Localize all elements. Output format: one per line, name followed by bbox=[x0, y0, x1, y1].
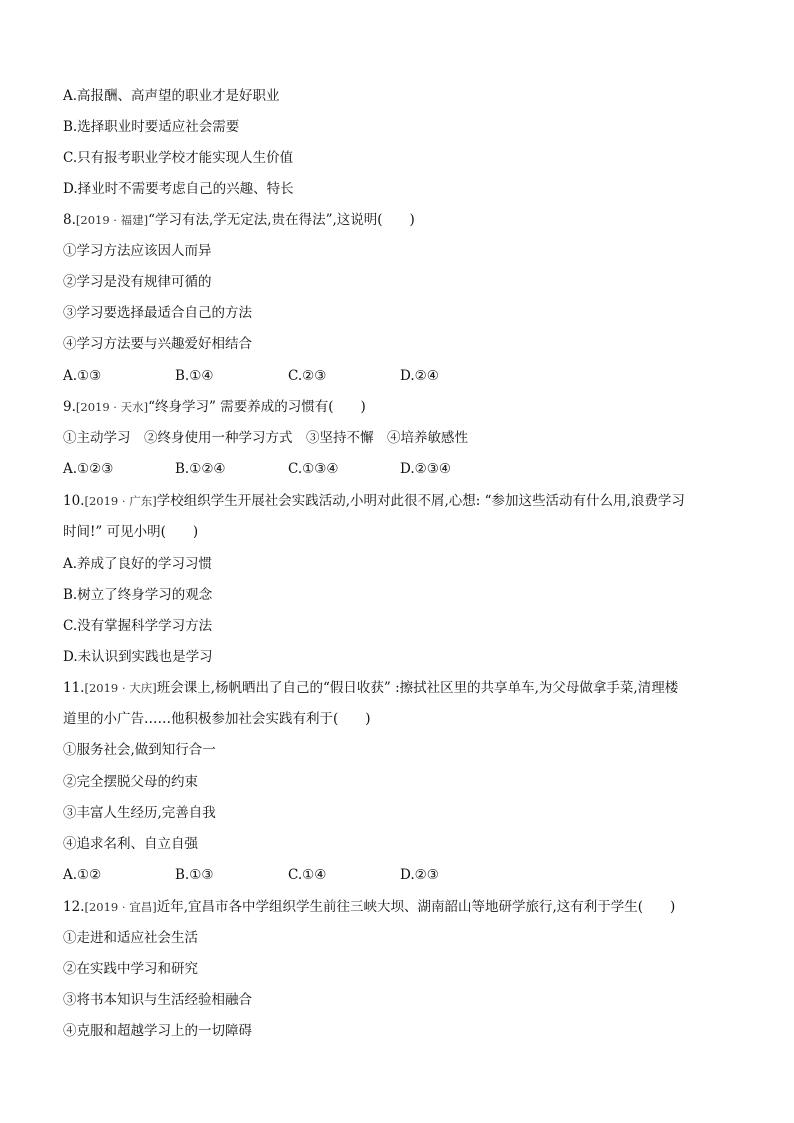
q10-option-c: C.没有掌握科学学习方法 bbox=[63, 618, 213, 634]
q10-stem-line-2: 时间!” 可见小明( ) bbox=[63, 524, 199, 540]
q11-choice-d: D.②③ bbox=[400, 867, 439, 883]
q11-stem-line-2: 道里的小广告……他积极参加社会实践有利于( ) bbox=[63, 711, 371, 727]
q8-statement-3: ③学习要选择最适合自己的方法 bbox=[63, 305, 252, 321]
q8-statement-2: ②学习是没有规律可循的 bbox=[63, 274, 212, 290]
q12-stem: 近年,宜昌市各中学组织学生前往三峡大坝、湖南韶山等地研学旅行,这有利于学生( ) bbox=[156, 899, 676, 915]
q8-choice-c: C.②③ bbox=[288, 368, 327, 384]
q8-number: 8. bbox=[63, 212, 76, 228]
q11-number: 11. bbox=[63, 680, 85, 696]
q11-statement-4: ④追求名利、自立自强 bbox=[63, 836, 198, 852]
q9-choice-d: D.②③④ bbox=[400, 461, 451, 477]
q10-stem-line-1 bbox=[63, 491, 754, 511]
q7-option-c: C.只有报考职业学校才能实现人生价值 bbox=[63, 150, 294, 166]
q10-option-a: A.养成了良好的学习习惯 bbox=[63, 556, 213, 572]
q9-source: [2019 · 天水] bbox=[75, 400, 149, 414]
q11-source: [2019 · 大庆] bbox=[84, 681, 157, 695]
q12-statement-1: ①走进和适应社会生活 bbox=[63, 930, 198, 946]
q8-choice-d: D.②④ bbox=[400, 368, 439, 384]
q8-choice-a: A.①③ bbox=[63, 368, 102, 384]
q11-statement-1: ①服务社会,做到知行合一 bbox=[63, 742, 216, 758]
q12-statement-4: ④克服和超越学习上的一切障碍 bbox=[63, 1023, 252, 1039]
q9-choice-c: C.①③④ bbox=[288, 461, 339, 477]
q8-statement-4: ④学习方法要与兴趣爱好相结合 bbox=[63, 336, 252, 352]
q12-statement-2: ②在实践中学习和研究 bbox=[63, 961, 198, 977]
q12-statement-3: ③将书本知识与生活经验相融合 bbox=[63, 992, 252, 1008]
q10-option-d: D.未认识到实践也是学习 bbox=[63, 649, 213, 665]
q9-stem: “终身学习” 需要养成的习惯有( ) bbox=[148, 399, 366, 415]
q10-number: 10. bbox=[63, 493, 85, 509]
q7-option-d: D.择业时不需要考虑自己的兴趣、特长 bbox=[63, 181, 294, 197]
q10-source: [2019 · 广东] bbox=[84, 494, 157, 508]
q11-stem-line-1 bbox=[63, 678, 754, 698]
q11-statement-2: ②完全摆脱父母的约束 bbox=[63, 774, 198, 790]
q10-stem-1: 学校组织学生开展社会实践活动,小明对此很不屑,心想: “参加这些活动有什么用,浪费学习 bbox=[156, 493, 685, 509]
q11-choice-a: A.①② bbox=[63, 867, 102, 883]
q9-choice-b: B.①②④ bbox=[175, 461, 226, 477]
q11-stem-1: 班会课上,杨帆晒出了自己的“假日收获” :擦拭社区里的共享单车,为父母做拿手菜,清理楼 bbox=[156, 680, 679, 696]
q8-stem-line bbox=[63, 210, 754, 230]
q11-choice-c: C.①④ bbox=[288, 867, 327, 883]
q8-stem: “学习有法,学无定法,贵在得法”,这说明( ) bbox=[148, 212, 415, 228]
q12-number: 12. bbox=[63, 899, 85, 915]
q9-number: 9. bbox=[63, 399, 76, 415]
q11-choice-b: B.①③ bbox=[175, 867, 214, 883]
q12-stem-line bbox=[63, 897, 754, 917]
q9-stem-line bbox=[63, 397, 754, 417]
q11-statement-3: ③丰富人生经历,完善自我 bbox=[63, 805, 216, 821]
q12-source: [2019 · 宜昌] bbox=[84, 900, 157, 914]
q9-choice-a: A.①②③ bbox=[63, 461, 114, 477]
q7-option-a: A.高报酬、高声望的职业才是好职业 bbox=[63, 88, 280, 104]
q9-statements: ①主动学习 ②终身使用一种学习方式 ③坚持不懈 ④培养敏感性 bbox=[63, 430, 468, 446]
q8-choice-b: B.①④ bbox=[175, 368, 214, 384]
q8-source: [2019 · 福建] bbox=[75, 213, 149, 227]
q10-option-b: B.树立了终身学习的观念 bbox=[63, 587, 213, 603]
q7-option-b: B.选择职业时要适应社会需要 bbox=[63, 119, 240, 135]
q8-statement-1: ①学习方法应该因人而异 bbox=[63, 243, 212, 259]
